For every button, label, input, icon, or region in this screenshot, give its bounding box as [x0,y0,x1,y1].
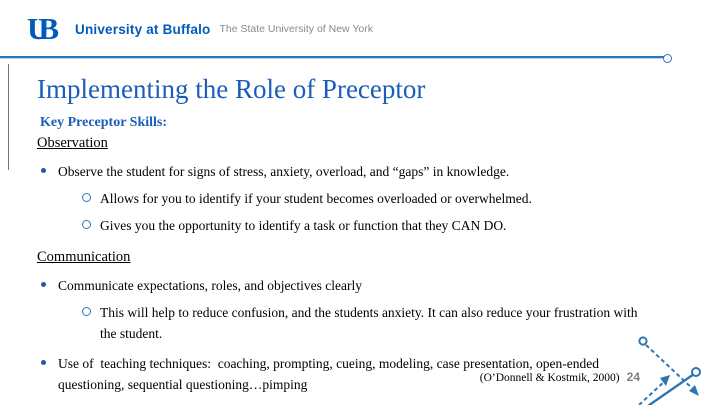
citation-text: (O’Donnell & Kostmik, 2000) [479,372,620,384]
university-tagline: The State University of New York [219,23,373,35]
bullet-item [37,161,653,182]
slide-subtitle: Key Preceptor Skills: [40,115,168,130]
sub-bullet-circle-icon [82,220,91,229]
bullet-text: Use of teaching techniques: coaching, prompting, cueing, modeling, case presentation, open-ended questioning, sequential questioning…pimping [58,356,603,392]
page-number: 24 [626,370,640,384]
sub-bullet-item [37,302,653,344]
sub-bullet-text: Allows for you to identify if your student becomes overloaded or overwhelmed. [100,191,532,206]
bullet-text: Communicate expectations, roles, and objectives clearly [58,278,363,293]
sub-bullet-text: Gives you the opportunity to identify a task or function that they CAN DO. [100,218,507,233]
slide-header [27,14,373,44]
sub-bullet-item [37,215,653,236]
ub-logo-icon [27,14,69,44]
slide-content [37,72,653,395]
sub-bullet-item [37,188,653,209]
header-divider-endcap-circle [663,54,672,63]
sub-bullet-circle-icon [82,307,91,316]
bullet-dot-icon [41,282,46,287]
university-brand-name: University at Buffalo [75,21,211,37]
bullet-dot-icon [41,360,46,365]
bullet-item [37,275,653,296]
bullet-text: Observe the student for signs of stress, anxiety, overload, and “gaps” in knowledge. [58,164,510,179]
bullet-dot-icon [41,168,46,173]
sub-bullet-text: This will help to reduce confusion, and the students anxiety. It can also reduce your frustration with the student. [100,305,641,341]
svg-text:UB: UB [27,14,49,44]
section-heading-communication: Communication [37,249,131,265]
crossed-dashed-arrows-icon [615,312,720,405]
section-heading-observation: Observation [37,135,108,151]
header-divider-line [0,56,664,59]
left-edge-rule [8,64,9,170]
sub-bullet-circle-icon [82,193,91,202]
slide-title: Implementing the Role of Preceptor [37,74,426,104]
